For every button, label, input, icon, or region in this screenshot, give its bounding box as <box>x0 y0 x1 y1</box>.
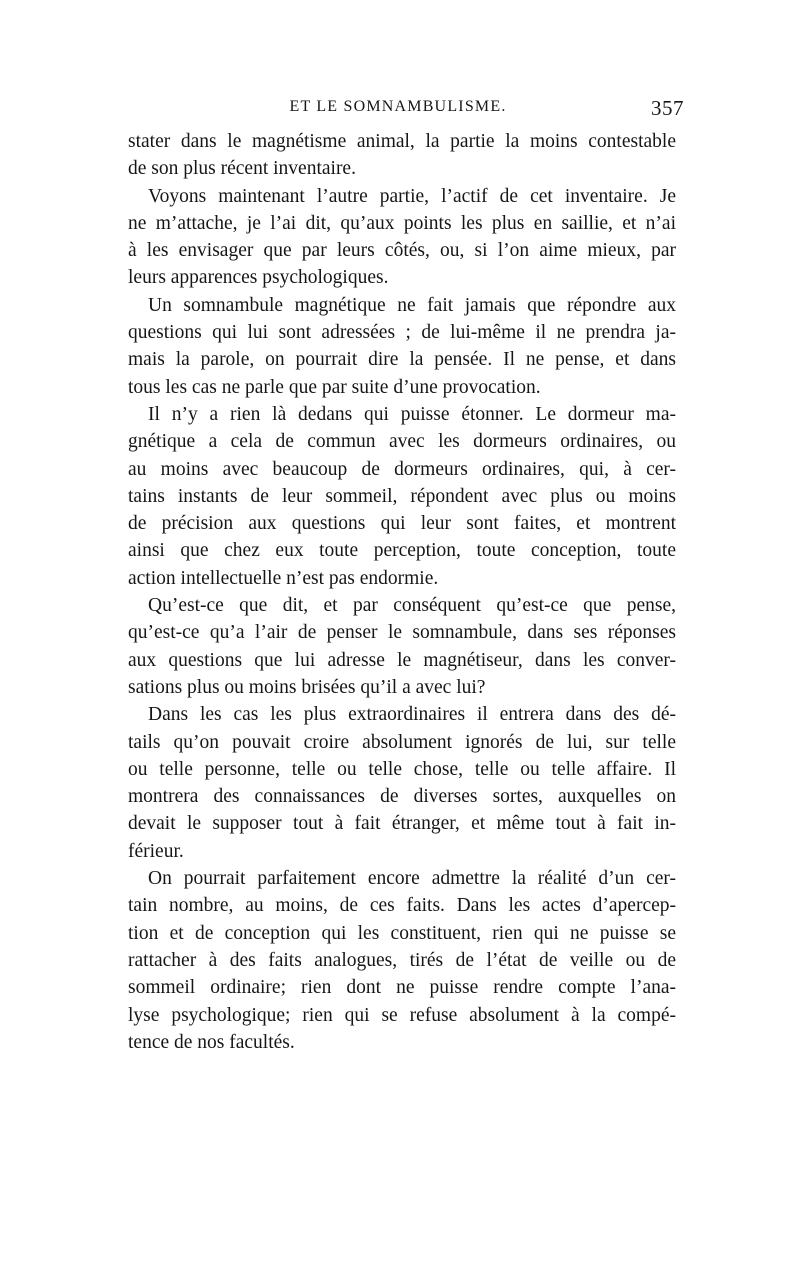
text-line: devait le supposer tout à fait étranger, et même tout à fait in- <box>128 813 676 835</box>
text-line: au moins avec beaucoup de dormeurs ordinaires, qui, à cer- <box>128 458 676 480</box>
text-line: aux questions que lui adresse le magnétiseur, dans les conver- <box>128 649 676 671</box>
body-text <box>128 128 676 1056</box>
text-line: Il n’y a rien là dedans qui puisse étonner. Le dormeur ma- <box>148 403 676 425</box>
running-title: ET LE SOMNAMBULISME. <box>289 98 507 115</box>
text-line: ne m’attache, je l’ai dit, qu’aux points les plus en saillie, et n’ai <box>128 212 676 234</box>
text-line: de précision aux questions qui leur sont faites, et montrent <box>128 513 676 535</box>
text-line: Voyons maintenant l’autre partie, l’actif de cet inventaire. Je <box>148 185 676 207</box>
text-line: de son plus récent inventaire. <box>128 158 356 180</box>
text-line: ainsi que chez eux toute perception, toute conception, toute <box>128 540 676 562</box>
text-line: à les envisager que par leurs côtés, ou, si l’on aime mieux, par <box>128 240 676 262</box>
page-number: 357 <box>651 96 684 120</box>
text-line: questions qui lui sont adressées ; de lui-même il ne prendra ja- <box>128 322 676 344</box>
text-line: qu’est-ce qu’a l’air de penser le somnambule, dans ses réponses <box>128 622 676 644</box>
text-line: sommeil ordinaire; rien dont ne puisse rendre compte l’ana- <box>128 977 676 999</box>
text-line: action intellectuelle n’est pas endormie. <box>128 567 439 589</box>
text-line: tains instants de leur sommeil, répondent avec plus ou moins <box>128 485 676 507</box>
text-line: stater dans le magnétisme animal, la partie la moins contestable <box>128 131 676 152</box>
text-line: tence de nos facultés. <box>128 1031 295 1053</box>
text-line: On pourrait parfaitement encore admettre la réalité d’un cer- <box>148 868 676 890</box>
text-line: Un somnambule magnétique ne fait jamais que répondre aux <box>148 294 676 316</box>
text-line: montrera des connaissances de diverses sortes, auxquelles on <box>128 786 676 808</box>
text-line: mais la parole, on pourrait dire la pensée. Il ne pense, et dans <box>128 349 676 371</box>
text-line: lyse psychologique; rien qui se refuse absolument à la compé- <box>128 1004 676 1026</box>
text-line: rattacher à des faits analogues, tirés de l’état de veille ou de <box>128 949 676 971</box>
text-line: tous les cas ne parle que par suite d’une provocation. <box>128 376 541 398</box>
text-line: Dans les cas les plus extraordinaires il entrera dans des dé- <box>148 704 676 726</box>
running-head <box>128 96 684 124</box>
text-line: tails qu’on pouvait croire absolument ignorés de lui, sur telle <box>128 731 676 753</box>
text-line: ou telle personne, telle ou telle chose, telle ou telle affaire. Il <box>128 758 676 780</box>
text-line: gnétique a cela de commun avec les dormeurs ordinaires, ou <box>128 431 676 453</box>
text-line: leurs apparences psychologiques. <box>128 267 389 289</box>
text-line: Qu’est-ce que dit, et par conséquent qu’est-ce que pense, <box>148 595 676 617</box>
text-line: tion et de conception qui les constituent, rien qui ne puisse se <box>128 922 676 944</box>
text-line: sations plus ou moins brisées qu’il a avec lui? <box>128 676 486 698</box>
text-line: férieur. <box>128 840 184 862</box>
text-line: tain nombre, au moins, de ces faits. Dans les actes d’apercep- <box>128 895 676 917</box>
